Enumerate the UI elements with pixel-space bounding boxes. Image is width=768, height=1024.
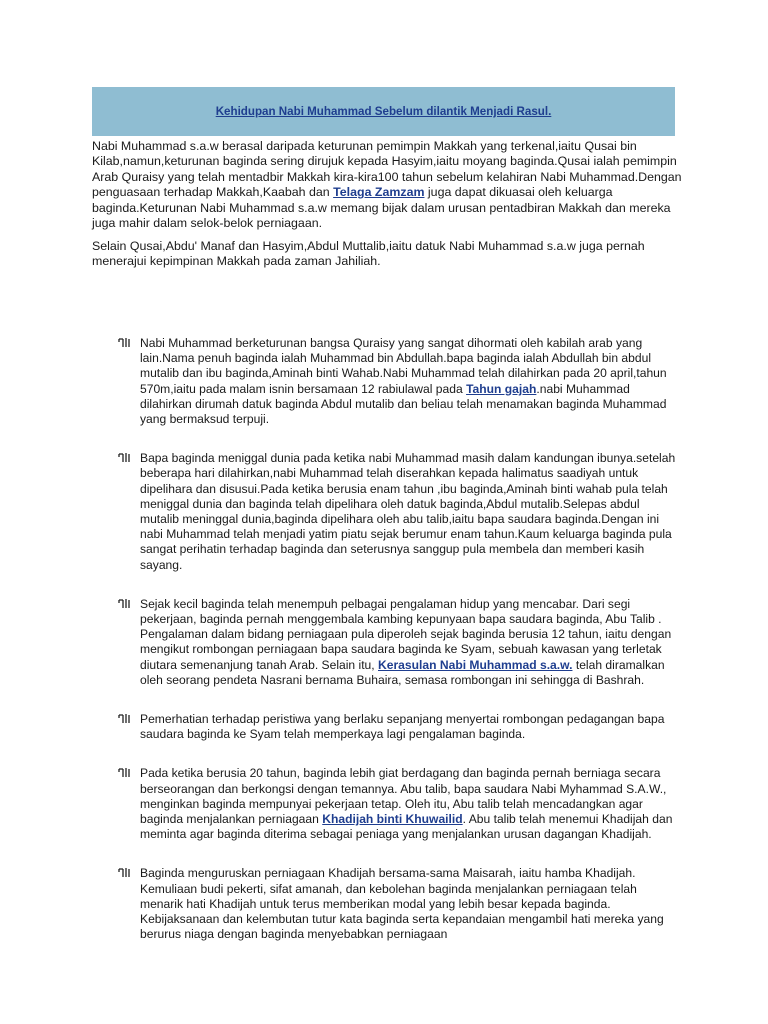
tahun-gajah-link[interactable]: Tahun gajah	[466, 381, 537, 396]
pointing-hand-icon	[118, 336, 134, 348]
bullet-text: Sejak kecil baginda telah menempuh pelbagai pengalaman hidup yang mencabar. Dari segi pekerjaan, baginda pernah menggembala kambing kepunyaan bapa saudara baginda, Abu Talib . Pengalaman dalam bidang perniagaan pula diperoleh sejak baginda berusia 12 tahun, iaitu dengan mengikut rombongan perniagaan bapa saudara baginda ke Syam, sebuah kawasan yang terletak diutara semenanjung tanah Arab. Selain itu,	[140, 596, 672, 672]
page-title-link[interactable]: Kehidupan Nabi Muhammad Sebelum dilantik Menjadi Rasul.	[215, 105, 552, 118]
pointing-hand-icon	[118, 451, 134, 463]
list-item	[118, 451, 680, 573]
bullet-text: Pemerhatian terhadap peristiwa yang berlaku sepanjang menyertai rombongan pedagangan bapa saudara baginda ke Syam telah memperkaya lagi pengalaman baginda.	[140, 712, 665, 742]
pointing-hand-icon	[118, 766, 134, 778]
bullet-text: Pada ketika berusia 20 tahun, baginda lebih giat berdagang dan baginda pernah berniaga secara berseorangan dan berkongsi dengan temannya. Abu talib, bapa saudara Nabi Myhammad S.A.W., menginkan baginda mempunyai pekerjaan tetap. Oleh itu, Abu talib telah mencadangkan agar baginda menjalankan perniagaan	[140, 766, 667, 827]
kerasulan-nabi-link[interactable]: Kerasulan Nabi Muhammad s.a.w.	[378, 657, 573, 672]
list-item	[118, 866, 680, 942]
title-banner	[92, 87, 675, 136]
bullet-text: Baginda menguruskan perniagaan Khadijah bersama-sama Maisarah, iaitu hamba Khadijah. Kemuliaan budi pekerti, sifat amanah, dan kebolehan baginda menjalankan perniagaan telah menarik hati Khadijah untuk terus memberikan modal yang lebih besar kepada baginda. Kebijaksanaan dan kelembutan tutur kata baginda serta kepandaian mengambil hati mereka yang berurus niaga dengan baginda menyebabkan perniagaan	[140, 866, 664, 942]
telaga-zamzam-link[interactable]: Telaga Zamzam	[333, 185, 425, 200]
list-item	[118, 597, 680, 688]
list-item	[118, 336, 680, 427]
bullet-text: telah diramalkan oleh seorang pendeta Nasrani bernama Buhaira, semasa rombongan ini sehingga di Bashrah.	[140, 657, 665, 687]
list-item	[118, 712, 680, 742]
pointing-hand-icon	[118, 866, 134, 878]
intro-text-1a: Nabi Muhammad s.a.w berasal daripada keturunan pemimpin Makkah yang terkenal,iaitu Qusai bin Kilab,namun,keturunan baginda sering dirujuk kepada Hasyim,iaitu moyang baginda.Qusai ialah pemimpin Arab Quraisy yang telah mentadbir Makkah kira-kira100 tahun sebelum kelahiran Nabi Muhammad.Dengan penguasaan terhadap Makkah,Kaabah dan	[92, 139, 682, 200]
bullet-text: Nabi Muhammad berketurunan bangsa Quraisy yang sangat dihormati oleh kabilah arab yang lain.Nama penuh baginda ialah Muhammad bin Abdullah.bapa baginda ialah Abdullah bin abdul mutalib dan ibu baginda,Aminah binti Wahab.Nabi Muhammad telah dilahirkan pada 20 april,tahun 570m,iaitu pada malam isnin bersamaan 12 rabiulawal pada	[140, 336, 667, 396]
bullet-text: . Abu talib telah menemui Khadijah dan meminta agar baginda diterima sebagai peniaga yang menjalankan urusan dagangan Khadijah.	[140, 812, 673, 842]
pointing-hand-icon	[118, 712, 134, 724]
bullet-text: Bapa baginda meniggal dunia pada ketika nabi Muhammad masih dalam kandungan ibunya.setelah beberapa hari dilahirkan,nabi Muhammad telah diserahkan kepada halimatus saadiyah untuk dipelihara dan disusui.Pada ketika berusia enam tahun ,ibu baginda,Aminah binti wahab pula telah meniggal dunia dan baginda telah dipelihara oleh datuk baginda,Abdul mutalib.Selepas abdul mutalib meninggal dunia,baginda dipelihara oleh abu talib,iaitu bapa saudara baginda.Dengan ini nabi Muhammad telah menjadi yatim piatu sejak berumur enam tahun.Kaum keluarga baginda pula sangat perihatin terhadap baginda dan seterusnya sanggup pula membela dan memberi kasih sayang.	[140, 451, 676, 572]
pointing-hand-icon	[118, 597, 134, 609]
bullet-list	[118, 336, 680, 943]
list-item	[118, 766, 680, 842]
intro-text-1b: juga dapat dikuasai oleh keluarga baginda.Keturunan Nabi Muhammad s.a.w memang bijak dalam urusan pentadbiran Makkah dan mereka juga mahir dalam selok-belok perniagaan.	[92, 185, 671, 231]
khadijah-link[interactable]: Khadijah binti Khuwailid	[322, 812, 463, 827]
intro-paragraph-1	[92, 139, 682, 231]
bullet-text: .nabi Muhammad dilahirkan dirumah datuk baginda Abdul mutalib dan beliau telah menamakan baginda Muhammad yang bermaksud terpuji.	[140, 381, 667, 427]
intro-paragraph-2: Selain Qusai,Abdu' Manaf dan Hasyim,Abdul Muttalib,iaitu datuk Nabi Muhammad s.a.w juga pernah menerajui kepimpinan Makkah pada zaman Jahiliah.	[92, 239, 645, 269]
